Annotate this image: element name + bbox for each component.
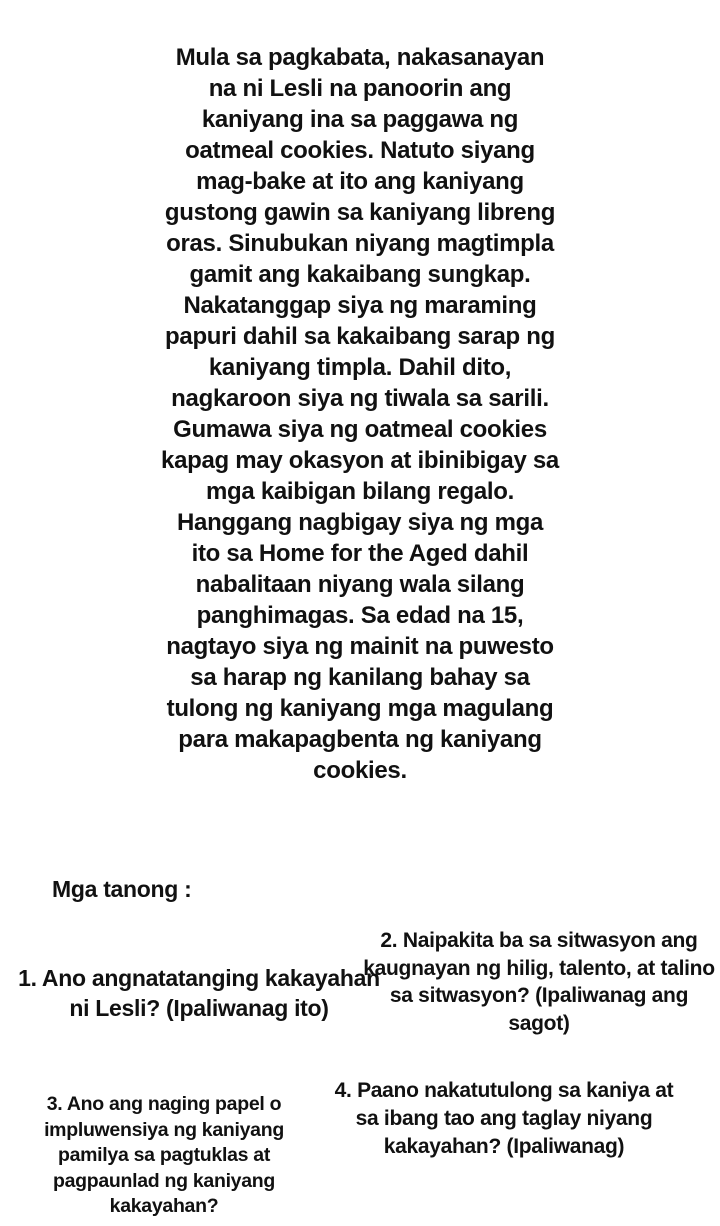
question-3: 3. Ano ang naging papel o impluwensiya ng kaniyang pamilya sa pagtuklas at pagpaunlad ng kaniyang kakayahan? <box>44 1093 284 1217</box>
story-paragraph: Mula sa pagkabata, nakasanayan na ni Lesli na panoorin ang kaniyang ina sa paggawa ng oatmeal cookies. Natuto siyang mag-bake at ito ang kaniyang gustong gawin sa kaniyang libreng oras. Sinubukan niyang magtimpla gamit ang kakaibang sungkap. Nakatanggap siya ng maraming papuri dahil sa kakaibang sarap ng kaniyang timpla. Dahil dito, nagkaroon siya ng tiwala sa sarili. Gumawa siya ng oatmeal cookies kapag may okasyon at ibinibigay sa mga kaibigan bilang regalo. Hanggang nagbigay siya ng mga ito sa Home for the Aged dahil nabalitaan niyang wala silang panghimagas. Sa edad na 15, nagtayo siya ng mainit na puwesto sa harap ng kanilang bahay sa tulong ng kaniyang mga magulang para makapagbenta ng kaniyang cookies. <box>161 44 559 784</box>
question-4: 4. Paano nakatutulong sa kaniya at sa ibang tao ang taglay niyang kakayahan? (Ipaliwanag) <box>334 1079 674 1158</box>
question-2: 2. Naipakita ba sa sitwasyon ang kaugnayan ng hilig, talento, at talino sa sitwasyon? (Ipaliwanag ang sagot) <box>363 929 715 1035</box>
question-1: 1. Ano angnatatanging kakayahan ni Lesli? (Ipaliwanag ito) <box>18 965 380 1021</box>
questions-heading: Mga tanong : <box>52 876 192 902</box>
